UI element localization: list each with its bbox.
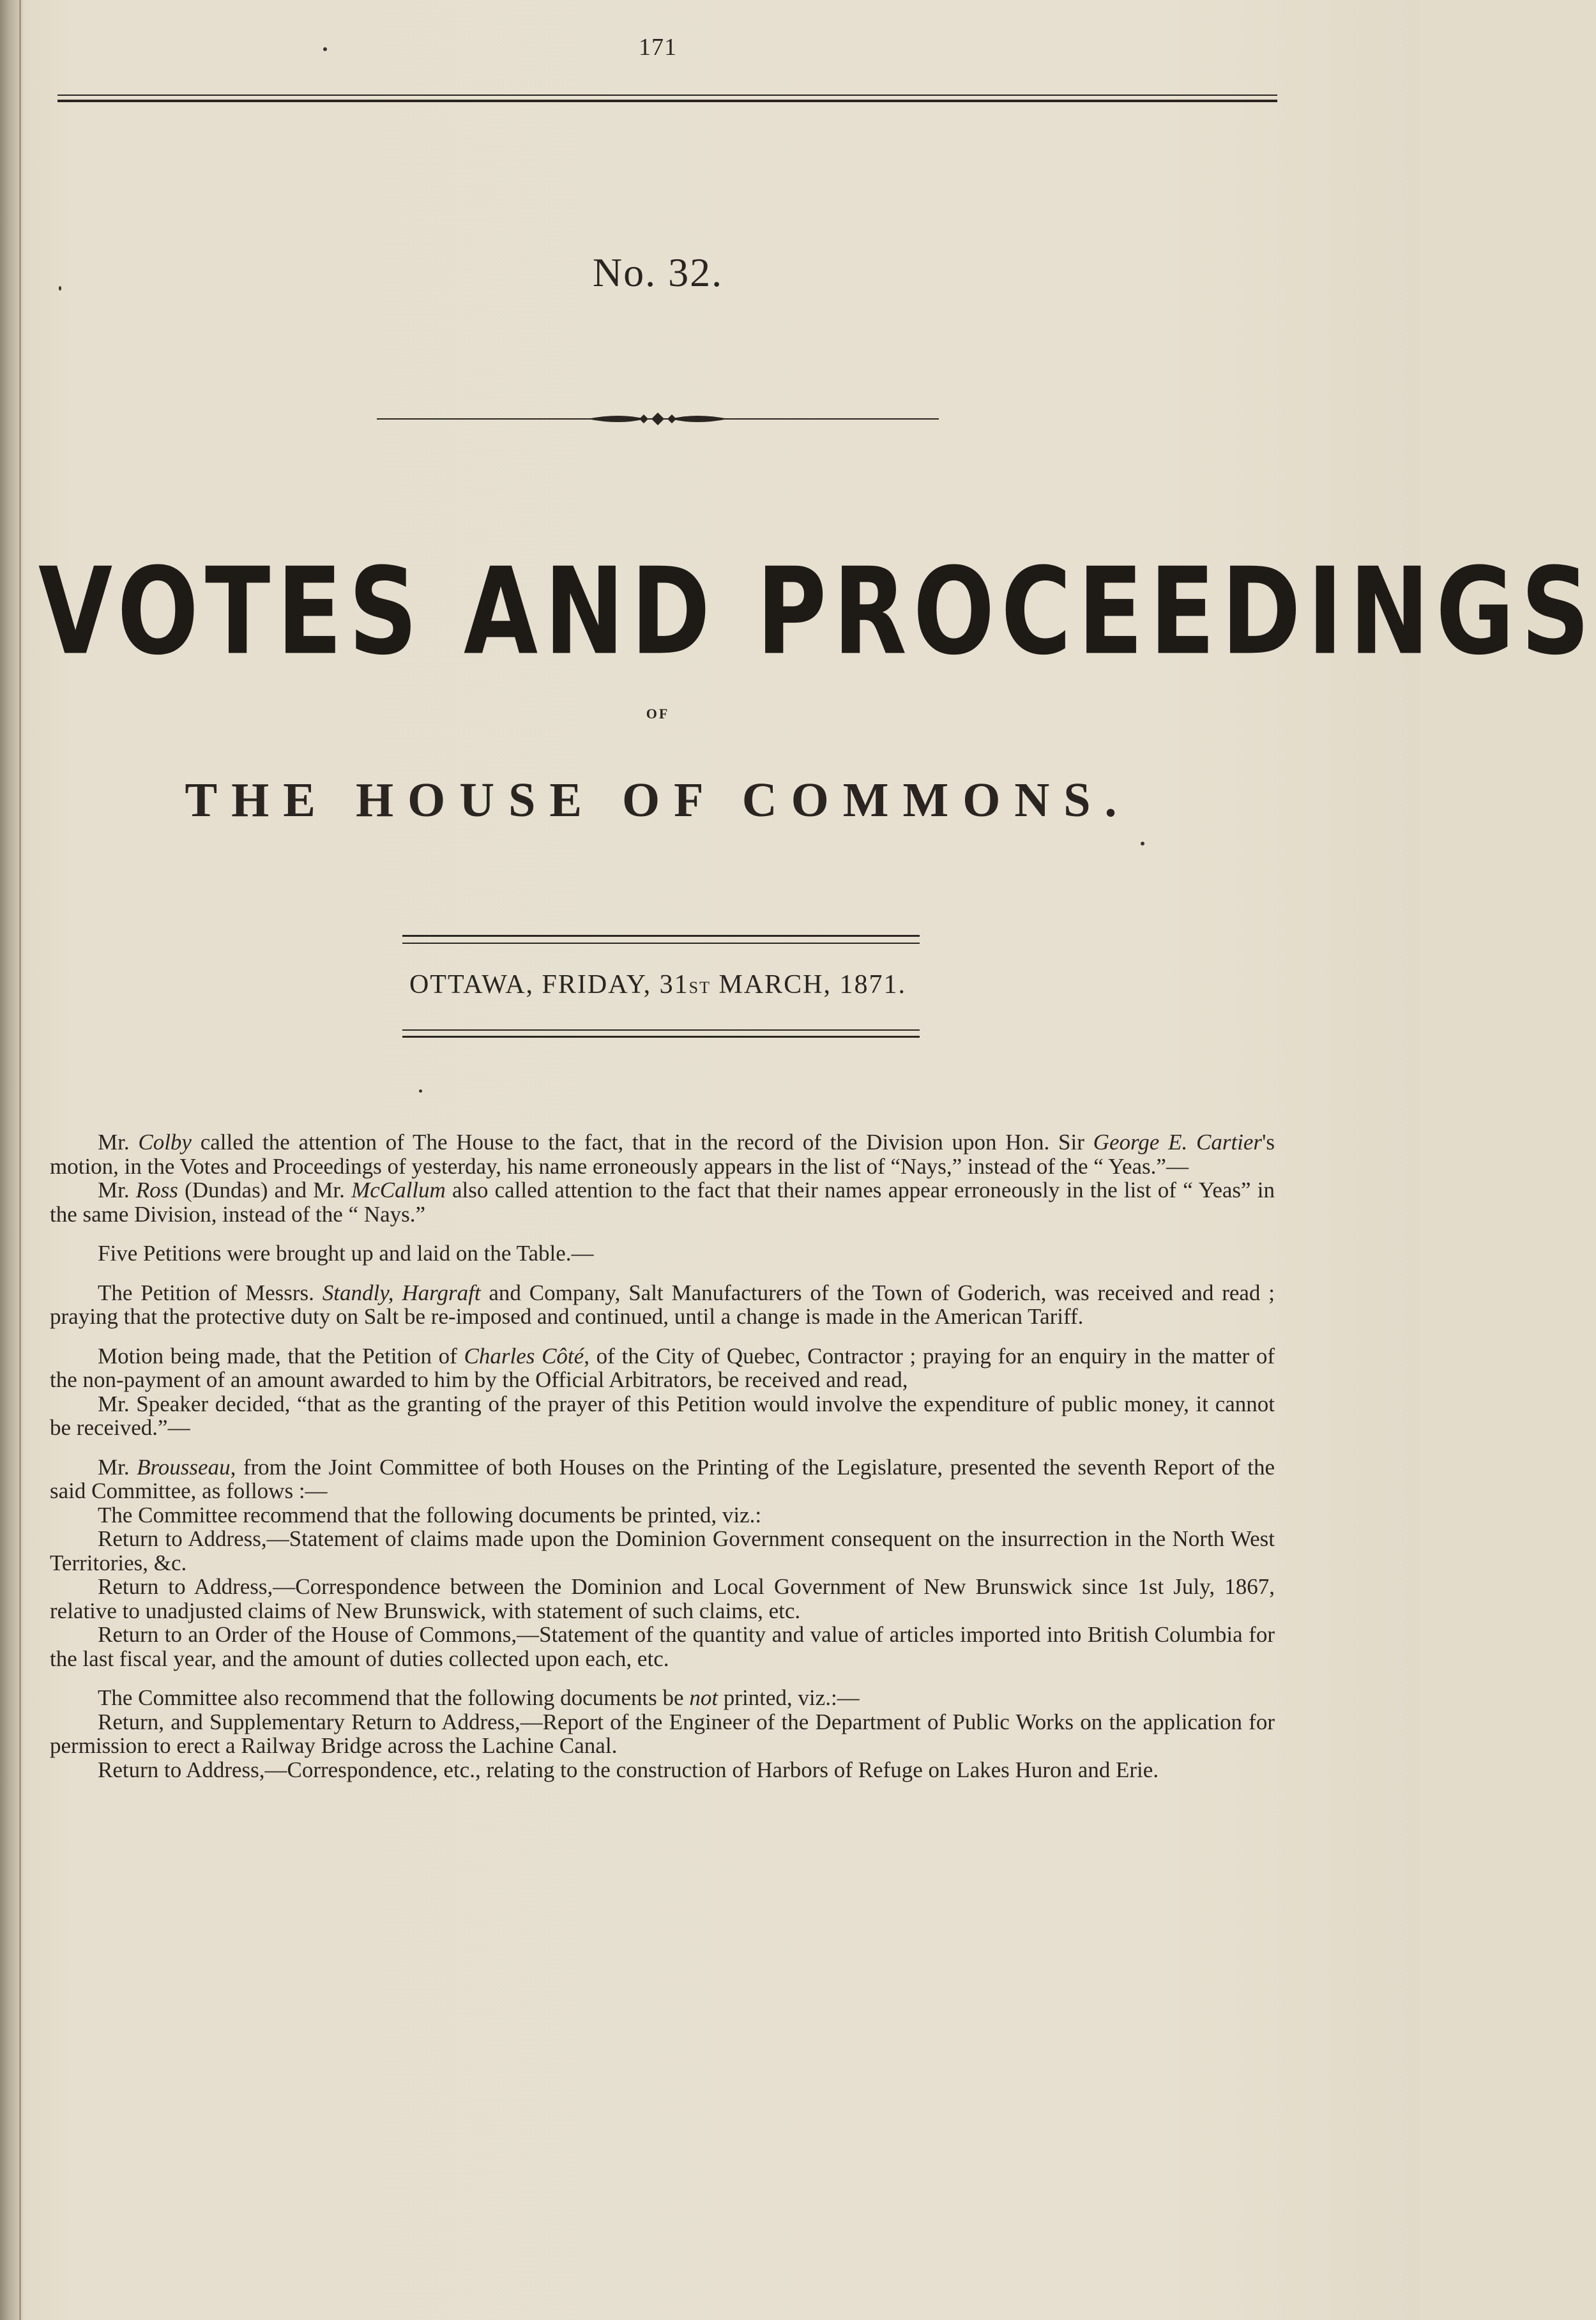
issue-number: No. 32.: [592, 250, 724, 295]
header-rule-bottom: [57, 100, 1277, 102]
paragraph-printing-report: Mr. Brousseau, from the Joint Committee of both Houses on the Printing of the Legislature, presented the seventh Report of the said Committee, as follows :—: [50, 1454, 1275, 1503]
dateline-prefix: OTTAWA, FRIDAY, 31: [409, 970, 689, 999]
paragraph-return-new-brunswick: Return to Address,—Correspondence between the Dominion and Local Government of New Brunswick since 1st July, 1867, relative to unadjusted claims of New Brunswick, with statement of such claims, etc.: [50, 1574, 1275, 1623]
paragraph-return-harbors: Return to Address,—Correspondence, etc., relating to the construction of Harbors of Refuge on Lakes Huron and Erie.: [98, 1757, 1159, 1782]
paper-speck: [1141, 842, 1144, 845]
member-name: McCallum: [351, 1178, 446, 1202]
paragraph-return-lachine: Return, and Supplementary Return to Address,—Report of the Engineer of the Department of Public Works on the application for permission to erect a Railway Bridge across the Lachine Canal.: [50, 1709, 1275, 1758]
petitioner-name: Charles Côté: [464, 1343, 584, 1368]
member-name: Colby: [138, 1130, 192, 1155]
dateline-rule-bottom-thick: [402, 1036, 920, 1038]
dateline-ordinal: ST: [688, 978, 711, 997]
document-title: VOTES AND PROCEEDINGS: [38, 543, 1596, 682]
paper-speck: [323, 47, 327, 51]
ornamental-divider-icon: [377, 406, 939, 432]
paragraph-ross-mccallum: Mr. Ross (Dundas) and Mr. McCallum also called attention to the fact that their names appear erroneously in the list of “ Yeas” in the same Division, instead of the “ Nays.”: [50, 1178, 1275, 1227]
title-connector: OF: [646, 706, 670, 722]
paragraph-salt-petition: The Petition of Messrs. Standly, Hargraft and Company, Salt Manufacturers of the Town of Goderich, was received and read ; praying that the protective duty on Salt be re-imposed and continued, until a change is made in the American Tariff.: [50, 1280, 1275, 1329]
paper-speck: [59, 286, 61, 291]
dateline-rule-top-thin: [402, 943, 920, 944]
paragraph-petitions: Five Petitions were brought up and laid on the Table.—: [98, 1241, 594, 1266]
binding-fold-line: [19, 0, 21, 2320]
paragraph-not-print-recommendation: The Committee also recommend that the following documents be not printed, viz.:—: [98, 1685, 860, 1710]
paragraph-speaker-decision: Mr. Speaker decided, “that as the granting of the prayer of this Petition would involve the expenditure of public money, it cannot be received.”—: [50, 1391, 1275, 1440]
paragraph-colby-motion: Mr. Colby called the attention of The House to the fact, that in the record of the Division upon Hon. Sir George E. Cartier's motion, in the Votes and Proceedings of yesterday, his name erroneously appears in the list of “Nays,” instead of the “ Yeas.”—: [50, 1130, 1275, 1179]
dateline-rest: MARCH, 1871.: [710, 970, 907, 999]
proceedings-body: [50, 1130, 1275, 1782]
member-name: Brousseau: [137, 1454, 231, 1480]
dateline-rule-bottom-thin: [402, 1029, 920, 1031]
page-number: 171: [639, 34, 677, 61]
dateline: [0, 969, 1316, 1000]
petitioner-name: Standly, Hargraft: [322, 1280, 481, 1305]
house-title: THE HOUSE OF COMMONS.: [185, 773, 1131, 827]
paper-speck: [419, 1089, 422, 1093]
paragraph-print-recommendation: The Committee recommend that the following documents be printed, viz.:: [98, 1502, 762, 1528]
paragraph-cote-motion: Motion being made, that the Petition of Charles Côté, of the City of Quebec, Contractor ; praying for an enquiry in the matter of the non-payment of an amount awarded to him by the Official Arbitrators, be received and read,: [50, 1343, 1275, 1392]
paragraph-return-british-columbia: Return to an Order of the House of Commons,—Statement of the quantity and value of articles imported into British Columbia for the last fiscal year, and the amount of duties collected upon each, etc.: [50, 1622, 1275, 1671]
member-name: George E. Cartier: [1093, 1130, 1263, 1155]
member-name: Ross: [135, 1178, 178, 1202]
emphasis-not: not: [689, 1685, 718, 1710]
dateline-rule-top-thick: [402, 935, 920, 937]
paragraph-return-northwest: Return to Address,—Statement of claims made upon the Dominion Government consequent on the insurrection in the North West Territories, &c.: [50, 1526, 1275, 1575]
header-double-rule: [57, 95, 1277, 102]
